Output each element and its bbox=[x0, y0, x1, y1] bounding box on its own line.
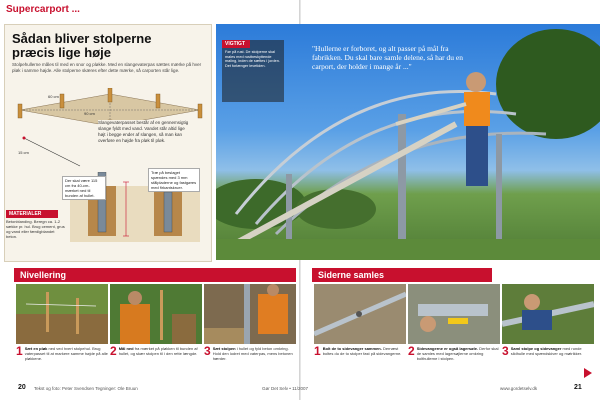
pull-quote: "Hullerne er forboret, og alt passer på mål fra fabrikken. Du skal bare samle delene, så har du en carport, der holder i mange år ..." bbox=[312, 44, 463, 71]
materials-heading: MATERIALER bbox=[6, 210, 58, 218]
dim-label-60: 60 cm bbox=[48, 94, 59, 99]
step-bold: Sæt stolpen bbox=[212, 346, 236, 351]
step-bold: Sidevangerne er også lagersøle. bbox=[416, 346, 479, 351]
step-photo bbox=[204, 284, 296, 344]
siderne-step-3 bbox=[502, 284, 594, 357]
siderne-step-1 bbox=[314, 284, 406, 357]
step-text: Dernæst boltes du de to stolper fast på sidevangerne. bbox=[322, 346, 402, 356]
step-number: 1 bbox=[16, 344, 23, 358]
nivellering-step-2 bbox=[110, 284, 202, 357]
next-page-arrow-icon bbox=[584, 368, 592, 378]
step-text: i hullet og fyld beton omkring. Hold den lodret med vaterpas, mens betonen hærder. bbox=[212, 346, 293, 361]
siderne-step-2 bbox=[408, 284, 500, 361]
step-text: med runde slidhulle med spændskiver og møtrikker. bbox=[510, 346, 583, 356]
step-photo bbox=[502, 284, 594, 344]
step-text: ned ved hvert stolpehul. Brug vaterpasset til at markere samme højde på alle pløkkene. bbox=[24, 346, 108, 361]
nivellering-step-3 bbox=[204, 284, 296, 361]
step-bold: Bolt de to sidevanger sammen. bbox=[322, 346, 382, 351]
cross-section-label-left: Der skal være 115 cm fra 40-cm-mærket ned til bunden af hullet. bbox=[62, 176, 106, 200]
step-number: 1 bbox=[314, 344, 321, 358]
step-photo bbox=[110, 284, 202, 344]
step-bold: Sæt en pløk bbox=[24, 346, 48, 351]
dim-label-15: 15 cm bbox=[18, 150, 29, 155]
step-text: fra mærket på pløkken til bunden af hullet, og skær stolpen til i den rette længde. bbox=[118, 346, 198, 356]
step-number: 3 bbox=[204, 344, 211, 358]
cross-section-label-right: Træ på beslaget spændes med 3 mm stålpladerne og fastgøres med firkantskruer. bbox=[148, 168, 200, 192]
vigtigt-text: Før på rust. De stolperne skal males med rustbeskyttende maling, inden de sættes i jorden. Det forlænger levetiden. bbox=[225, 50, 280, 68]
title-line-2: præcis lige høje bbox=[12, 45, 111, 60]
dim-label-90: 90 cm bbox=[84, 111, 95, 116]
intro-text: Stolpehullerne måles til med en snor og pløkke. Med en slangevaterpas sættes mærke på hver pløk i samme højde. Alle stolperne skæres efter dette mærke, så carporten står lige. bbox=[12, 62, 202, 73]
nivellering-heading: Nivellering bbox=[14, 268, 296, 282]
vigtigt-box bbox=[222, 40, 284, 102]
page-number-right: 21 bbox=[574, 384, 582, 391]
footer-url: www.gordetselv.dk bbox=[500, 386, 538, 391]
water-level-callout: Slangevaterpasset består af en gennemsigtig slange fyldt med vand. Vandet står altid lige højt i begge ender af slangen, så man kan overføre en højde fra pløk til pløk. bbox=[98, 120, 189, 143]
step-text: Derfor skal de samles med lagersøjlerne omkring bolthullerne i stolpen. bbox=[416, 346, 499, 361]
step-photo bbox=[408, 284, 500, 344]
step-bold: Saml stolpe og sidevanger bbox=[510, 346, 562, 351]
step-number: 3 bbox=[502, 344, 509, 358]
footer-magazine: Gør Det Selv • 11/2007 bbox=[262, 386, 309, 391]
step-number: 2 bbox=[110, 344, 117, 358]
article-title bbox=[12, 32, 212, 60]
page-number-left: 20 bbox=[18, 384, 26, 391]
siderne-samles-heading: Siderne samles bbox=[312, 268, 492, 282]
materials-text: Betonblanding. Beregn ca. 1-2 sække pr. hul. Brug cement, grus og vand eller færdigblandet beton. bbox=[6, 219, 65, 239]
step-bold: Mål ned bbox=[118, 346, 134, 351]
step-number: 2 bbox=[408, 344, 415, 358]
footer-credits: Tekst og foto: Peter Svendsen Tegninger: Ole Bruun bbox=[34, 386, 138, 391]
nivellering-step-1 bbox=[16, 284, 108, 361]
title-line-1: Sådan bliver stolperne bbox=[12, 31, 152, 46]
section-tag: Supercarport ... bbox=[6, 4, 80, 15]
vigtigt-heading: VIGTIGT bbox=[222, 40, 250, 48]
step-photo bbox=[16, 284, 108, 344]
step-photo bbox=[314, 284, 406, 344]
